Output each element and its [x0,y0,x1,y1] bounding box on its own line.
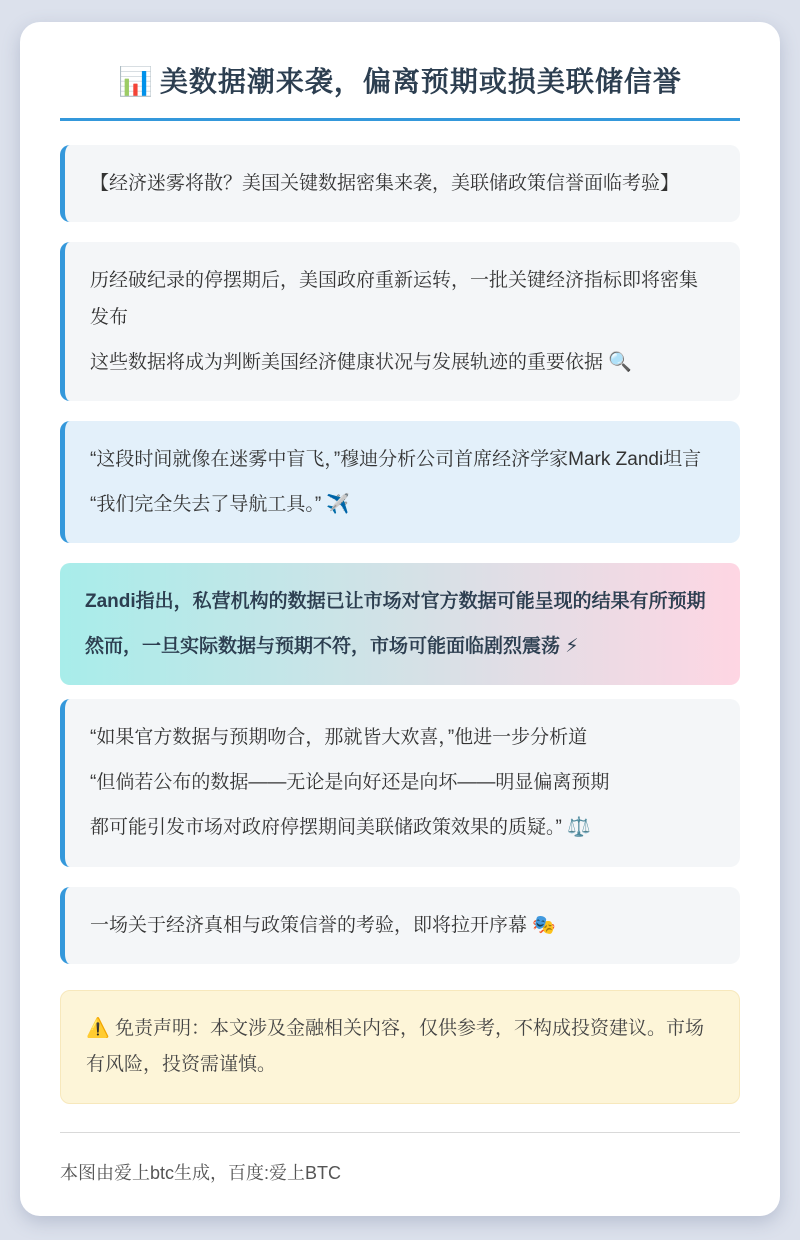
footer-credit: 本图由爱上btc生成，百度:爱上BTC [60,1162,342,1183]
intro-block [60,145,740,222]
paragraph: “如果官方数据与预期吻合，那就皆大欢喜，”他进一步分析道 [90,727,588,749]
paragraph: “但倘若公布的数据——无论是向好还是向坏——明显偏离预期 [90,772,610,794]
quote-block [60,421,740,543]
context-block [60,242,740,401]
paragraph: 一场关于经济真相与政策信誉的考验，即将拉开序幕 🎭 [90,914,556,936]
paragraph: “这段时间就像在迷雾中盲飞，”穆迪分析公司首席经济学家Mark Zandi坦言 [90,449,702,471]
news-card [20,22,780,1216]
paragraph: “我们完全失去了导航工具。” ✈️ [90,494,351,516]
paragraph: 都可能引发市场对政府停摆期间美联储政策效果的质疑。” ⚖️ [90,817,591,839]
bar-chart-icon: 📊 [118,66,154,97]
paragraph: 然而，一旦实际数据与预期不符，市场可能面临剧烈震荡 ⚡ [85,636,579,658]
highlight-block [60,563,740,685]
paragraph: Zandi指出，私营机构的数据已让市场对官方数据可能呈现的结果有所预期 [85,591,706,613]
warning-triangle-icon: ⚠️ [86,1017,110,1039]
page-title [60,60,740,121]
footer-divider [60,1132,740,1133]
paragraph: 历经破纪录的停摆期后，美国政府重新运转，一批关键经济指标即将密集发布 [90,270,699,329]
page-title-text: 美数据潮来袭，偏离预期或损美联储信誉 [159,66,682,97]
paragraph: 这些数据将成为判断美国经济健康状况与发展轨迹的重要依据 🔍 [90,352,632,374]
closing-block [60,887,740,964]
analysis-block [60,699,740,866]
disclaimer-box [60,990,740,1104]
paragraph: 【经济迷雾将散？美国关键数据密集来袭，美联储政策信誉面临考验】 [90,173,680,194]
content-blocks [60,145,740,964]
disclaimer-text: 免责声明：本文涉及金融相关内容，仅供参考，不构成投资建议。市场有风险，投资需谨慎。 [86,1017,704,1075]
